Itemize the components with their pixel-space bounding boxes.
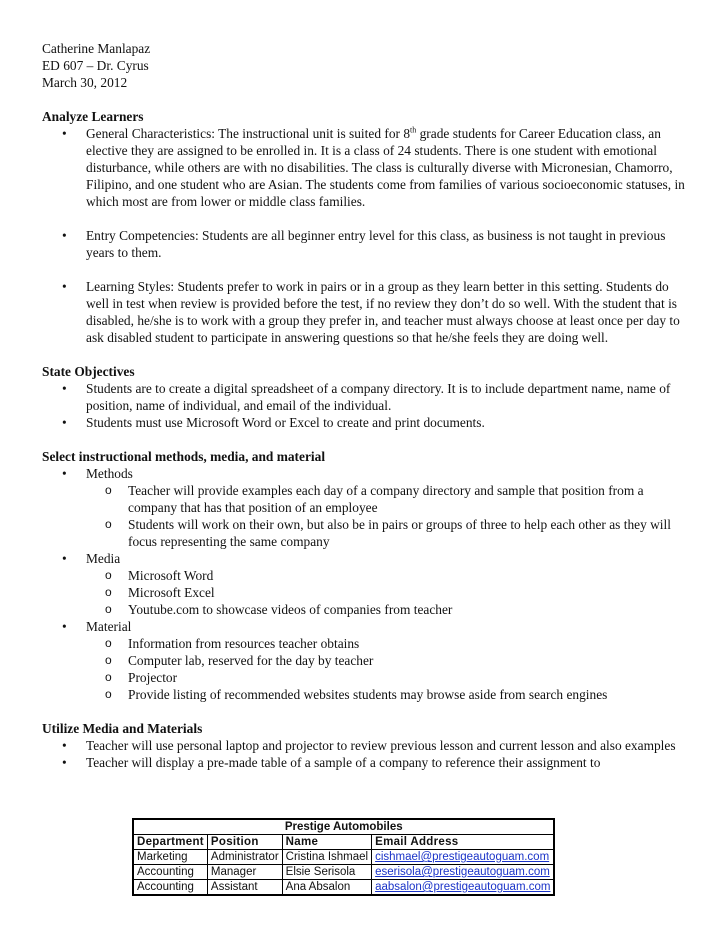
sub-list-item bbox=[42, 516, 692, 550]
entry-text: Entry Competencies: Students are all beginner entry level for this class, as business is not taught in previous years to them. bbox=[86, 228, 666, 260]
bullet-icon: • bbox=[62, 619, 67, 634]
table-cell: Administrator bbox=[207, 850, 282, 865]
email-link[interactable]: eserisola@prestigeautoguam.com bbox=[372, 865, 555, 880]
table-cell: Manager bbox=[207, 865, 282, 880]
list-item-styles bbox=[42, 278, 692, 346]
material-text: Information from resources teacher obtains bbox=[128, 636, 360, 651]
media-text: Youtube.com to showcase videos of companies from teacher bbox=[128, 602, 453, 617]
table-cell: Accounting bbox=[133, 865, 207, 880]
material-label: Material bbox=[86, 619, 132, 634]
sub-list-item bbox=[42, 567, 692, 584]
sub-list-item bbox=[42, 584, 692, 601]
sub-list-item bbox=[42, 482, 692, 516]
sub-bullet-icon: o bbox=[105, 585, 112, 599]
sub-bullet-icon: o bbox=[105, 636, 112, 650]
sub-list-item bbox=[42, 635, 692, 652]
objectives-list bbox=[42, 380, 692, 431]
sub-list-item bbox=[42, 652, 692, 669]
sub-list-item bbox=[42, 669, 692, 686]
section-title-analyze: Analyze Learners bbox=[42, 109, 144, 124]
header-cell: Name bbox=[282, 835, 371, 850]
material-text: Projector bbox=[128, 670, 178, 685]
bullet-icon: • bbox=[62, 381, 67, 396]
methods-label: Methods bbox=[86, 466, 133, 481]
material-text: Computer lab, reserved for the day by teacher bbox=[128, 653, 374, 668]
bullet-icon: • bbox=[62, 415, 67, 430]
utilize-text: Teacher will use personal laptop and projector to review previous lesson and current lesson and also examples bbox=[86, 738, 676, 753]
list-item bbox=[42, 380, 692, 414]
table-row bbox=[133, 865, 554, 880]
header-cell: Department bbox=[133, 835, 207, 850]
objective-text: Students must use Microsoft Word or Excel to create and print documents. bbox=[86, 415, 485, 430]
email-link[interactable]: cishmael@prestigeautoguam.com bbox=[372, 850, 555, 865]
table-row bbox=[133, 880, 554, 896]
media-text: Microsoft Excel bbox=[128, 585, 215, 600]
utilize-list bbox=[42, 737, 692, 771]
bullet-icon: • bbox=[62, 551, 67, 566]
method-text: Teacher will provide examples each day of a company directory and sample that position from a company that has that position of an employee bbox=[128, 483, 644, 515]
styles-text: Learning Styles: Students prefer to work in pairs or in a group as they learn better in this setting. Students do well in test when review is provided before the test, if no review they don’t do so well. With the student that is disabled, he/she is to work with a group they prefer in, and teacher must always choose at least once per day to ask disabled student to participate in answering questions so that he/she feels they are doing well. bbox=[86, 279, 680, 345]
sub-list-item bbox=[42, 686, 692, 703]
company-directory-table bbox=[132, 818, 555, 896]
course-name: ED 607 – Dr. Cyrus bbox=[42, 58, 149, 73]
method-text: Students will work on their own, but also be in pairs or groups of three to help each other as they will focus representing the same company bbox=[128, 517, 671, 549]
ordinal-suffix: th bbox=[410, 125, 417, 135]
list-item-general bbox=[42, 125, 692, 210]
bullet-icon: • bbox=[62, 126, 67, 141]
section-title-utilize: Utilize Media and Materials bbox=[42, 721, 203, 736]
table-cell: Ana Absalon bbox=[282, 880, 371, 896]
media-label: Media bbox=[86, 551, 121, 566]
document-date: March 30, 2012 bbox=[42, 75, 128, 90]
table-cell: Elsie Serisola bbox=[282, 865, 371, 880]
bullet-icon: • bbox=[62, 738, 67, 753]
objective-text: Students are to create a digital spreadsheet of a company directory. It is to include department name, name of position, name of individual, and email of the individual. bbox=[86, 381, 671, 413]
list-item bbox=[42, 414, 692, 431]
table-cell: Assistant bbox=[207, 880, 282, 896]
document-page bbox=[42, 40, 692, 771]
list-item-material bbox=[42, 618, 692, 635]
email-link[interactable]: aabsalon@prestigeautoguam.com bbox=[372, 880, 555, 896]
sub-bullet-icon: o bbox=[105, 670, 112, 684]
sub-list-item bbox=[42, 601, 692, 618]
general-text-post: grade students for Career Education class, an elective they are assigned to be enrolled in. It is a class of 24 students. There is one student with emotional disturbance, while others are with no disabilities. The class is culturally diverse with Micronesian, Chamorro, Filipino, and one student who are Asian. The students come from families of various socioeconomic statuses, in which most are from lower or middle class families. bbox=[86, 126, 685, 209]
list-item-media bbox=[42, 550, 692, 567]
utilize-text: Teacher will display a pre-made table of a sample of a company to reference their assignment to bbox=[86, 755, 601, 770]
table-title: Prestige Automobiles bbox=[133, 819, 554, 835]
table-cell: Marketing bbox=[133, 850, 207, 865]
bullet-icon: • bbox=[62, 279, 67, 294]
media-text: Microsoft Word bbox=[128, 568, 214, 583]
table-header-row bbox=[133, 835, 554, 850]
header-cell: Position bbox=[207, 835, 282, 850]
table-cell: Accounting bbox=[133, 880, 207, 896]
material-text: Provide listing of recommended websites students may browse aside from search engines bbox=[128, 687, 608, 702]
general-text-pre: General Characteristics: The instructional unit is suited for 8 bbox=[86, 126, 411, 141]
sub-bullet-icon: o bbox=[105, 687, 112, 701]
methods-list bbox=[42, 465, 692, 703]
list-item bbox=[42, 737, 692, 754]
sub-bullet-icon: o bbox=[105, 602, 112, 616]
sub-bullet-icon: o bbox=[105, 483, 112, 497]
table-row bbox=[133, 850, 554, 865]
section-title-objectives: State Objectives bbox=[42, 364, 135, 379]
bullet-icon: • bbox=[62, 228, 67, 243]
author-name: Catherine Manlapaz bbox=[42, 41, 151, 56]
sub-bullet-icon: o bbox=[105, 517, 112, 531]
analyze-list bbox=[42, 125, 692, 346]
section-title-methods: Select instructional methods, media, and material bbox=[42, 449, 326, 464]
table-cell: Cristina Ishmael bbox=[282, 850, 371, 865]
list-item-entry bbox=[42, 227, 692, 261]
document-header bbox=[42, 40, 692, 91]
list-item-methods bbox=[42, 465, 692, 482]
sub-bullet-icon: o bbox=[105, 653, 112, 667]
bullet-icon: • bbox=[62, 755, 67, 770]
list-item bbox=[42, 754, 692, 771]
sub-bullet-icon: o bbox=[105, 568, 112, 582]
bullet-icon: • bbox=[62, 466, 67, 481]
header-cell: Email Address bbox=[372, 835, 555, 850]
